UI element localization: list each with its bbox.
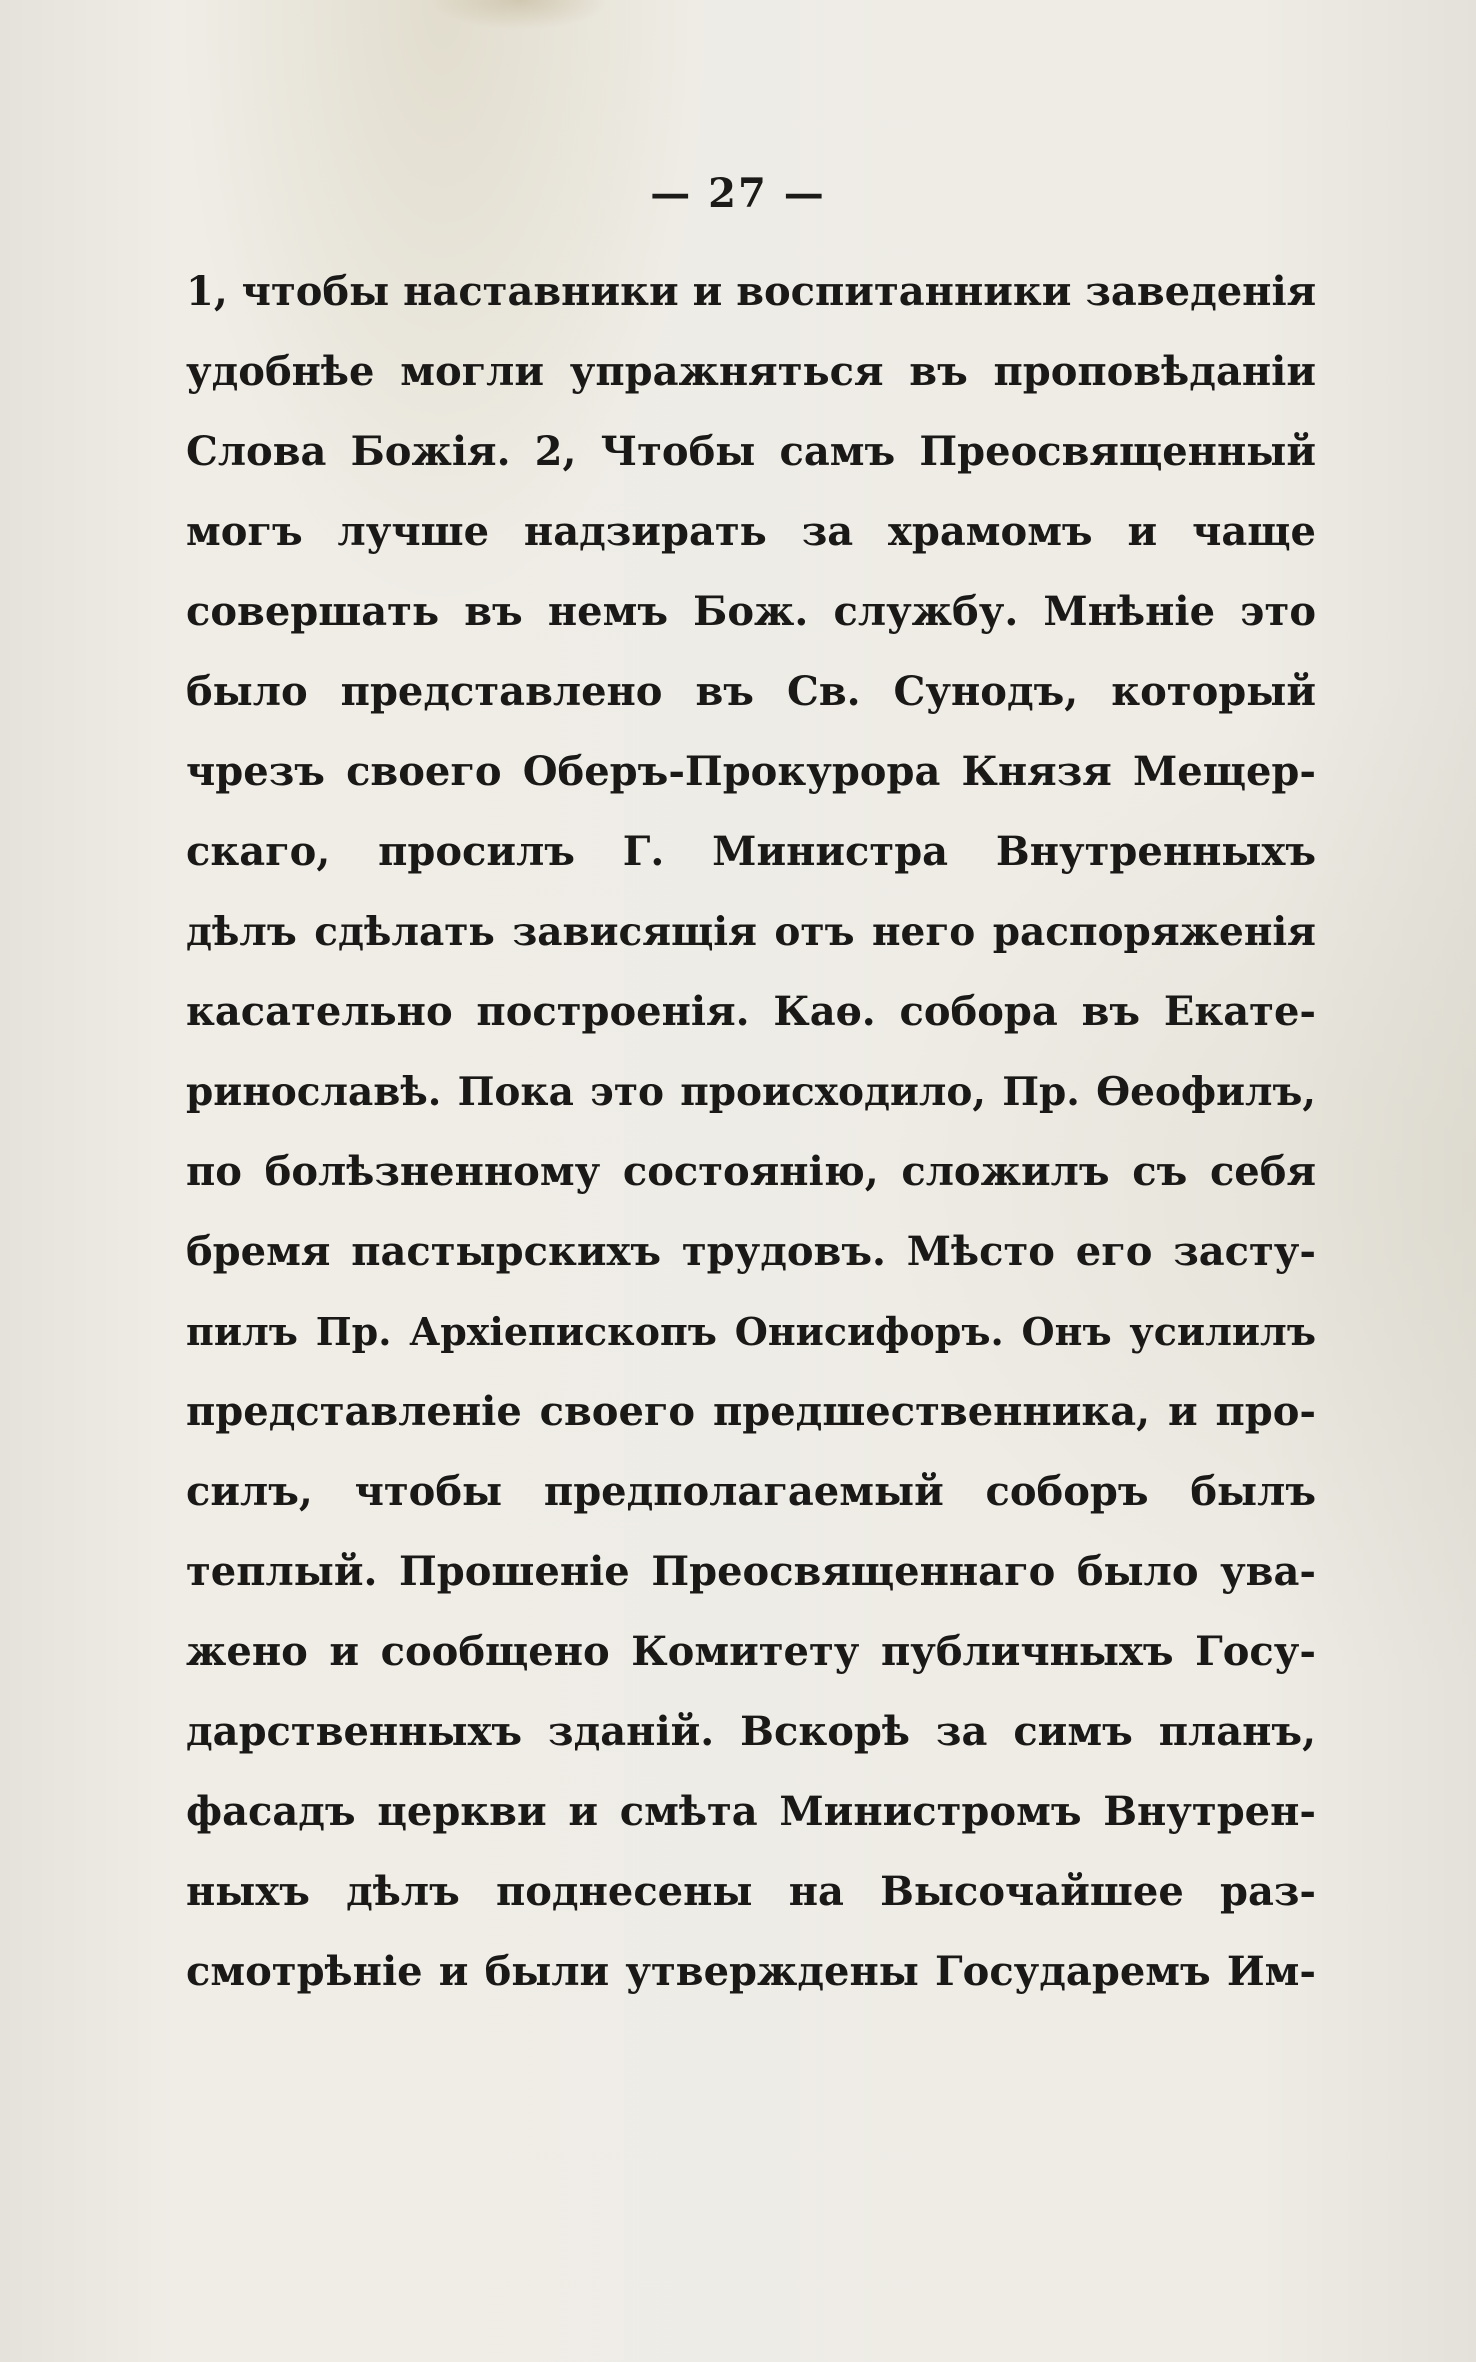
text-line: по болѣзненному состоянію, сложилъ съ себя	[186, 1148, 1316, 1195]
text-line: совершать въ немъ Бож. службу. Мнѣніе это	[186, 588, 1316, 635]
text-line: ныхъ дѣлъ поднесены на Высочайшее раз-	[186, 1868, 1316, 1915]
text-line: было представлено въ Св. Сунодъ, который	[186, 668, 1316, 715]
text-line: фасадъ церкви и смѣта Министромъ Внутрен-	[186, 1788, 1316, 1835]
text-line: смотрѣніе и были утверждены Государемъ Им-	[186, 1948, 1316, 1995]
text-line: 1, чтобы наставники и воспитанники заведенія	[186, 268, 1317, 315]
text-line: касательно построенія. Каѳ. собора въ Екате-	[186, 988, 1316, 1035]
text-line: бремя пастырскихъ трудовъ. Мѣсто его засту-	[186, 1228, 1316, 1275]
text-line: ринославѣ. Пока это происходило, Пр. Ѳеофилъ,	[186, 1069, 1316, 1115]
text-line: могъ лучше надзирать за храмомъ и чаще	[186, 508, 1316, 555]
text-line: дарственныхъ зданій. Вскорѣ за симъ планъ,	[186, 1708, 1316, 1755]
text-line: Слова Божія. 2, Чтобы самъ Преосвященный	[186, 428, 1316, 475]
text-line: силъ, чтобы предполагаемый соборъ былъ	[186, 1468, 1316, 1515]
text-line: удобнѣе могли упражняться въ проповѣданіи	[186, 348, 1316, 395]
text-line: представленіе своего предшественника, и про-	[186, 1388, 1316, 1435]
text-line: скаго, просилъ Г. Министра Внутренныхъ	[186, 828, 1316, 875]
text-line: теплый. Прошеніе Преосвященнаго было ува-	[186, 1548, 1316, 1595]
text-line: дѣлъ сдѣлать зависящія отъ него распоряженія	[186, 909, 1316, 955]
text-line: пилъ Пр. Архіепископъ Онисифоръ. Онъ усилилъ	[186, 1309, 1316, 1354]
text-line: жено и сообщено Комитету публичныхъ Госу-	[186, 1628, 1316, 1675]
body-text	[186, 252, 1316, 2012]
paper-stain	[430, 0, 610, 30]
page-number: — 27 —	[650, 170, 826, 217]
text-line: чрезъ своего Оберъ-Прокурора Князя Мещер-	[186, 748, 1316, 795]
